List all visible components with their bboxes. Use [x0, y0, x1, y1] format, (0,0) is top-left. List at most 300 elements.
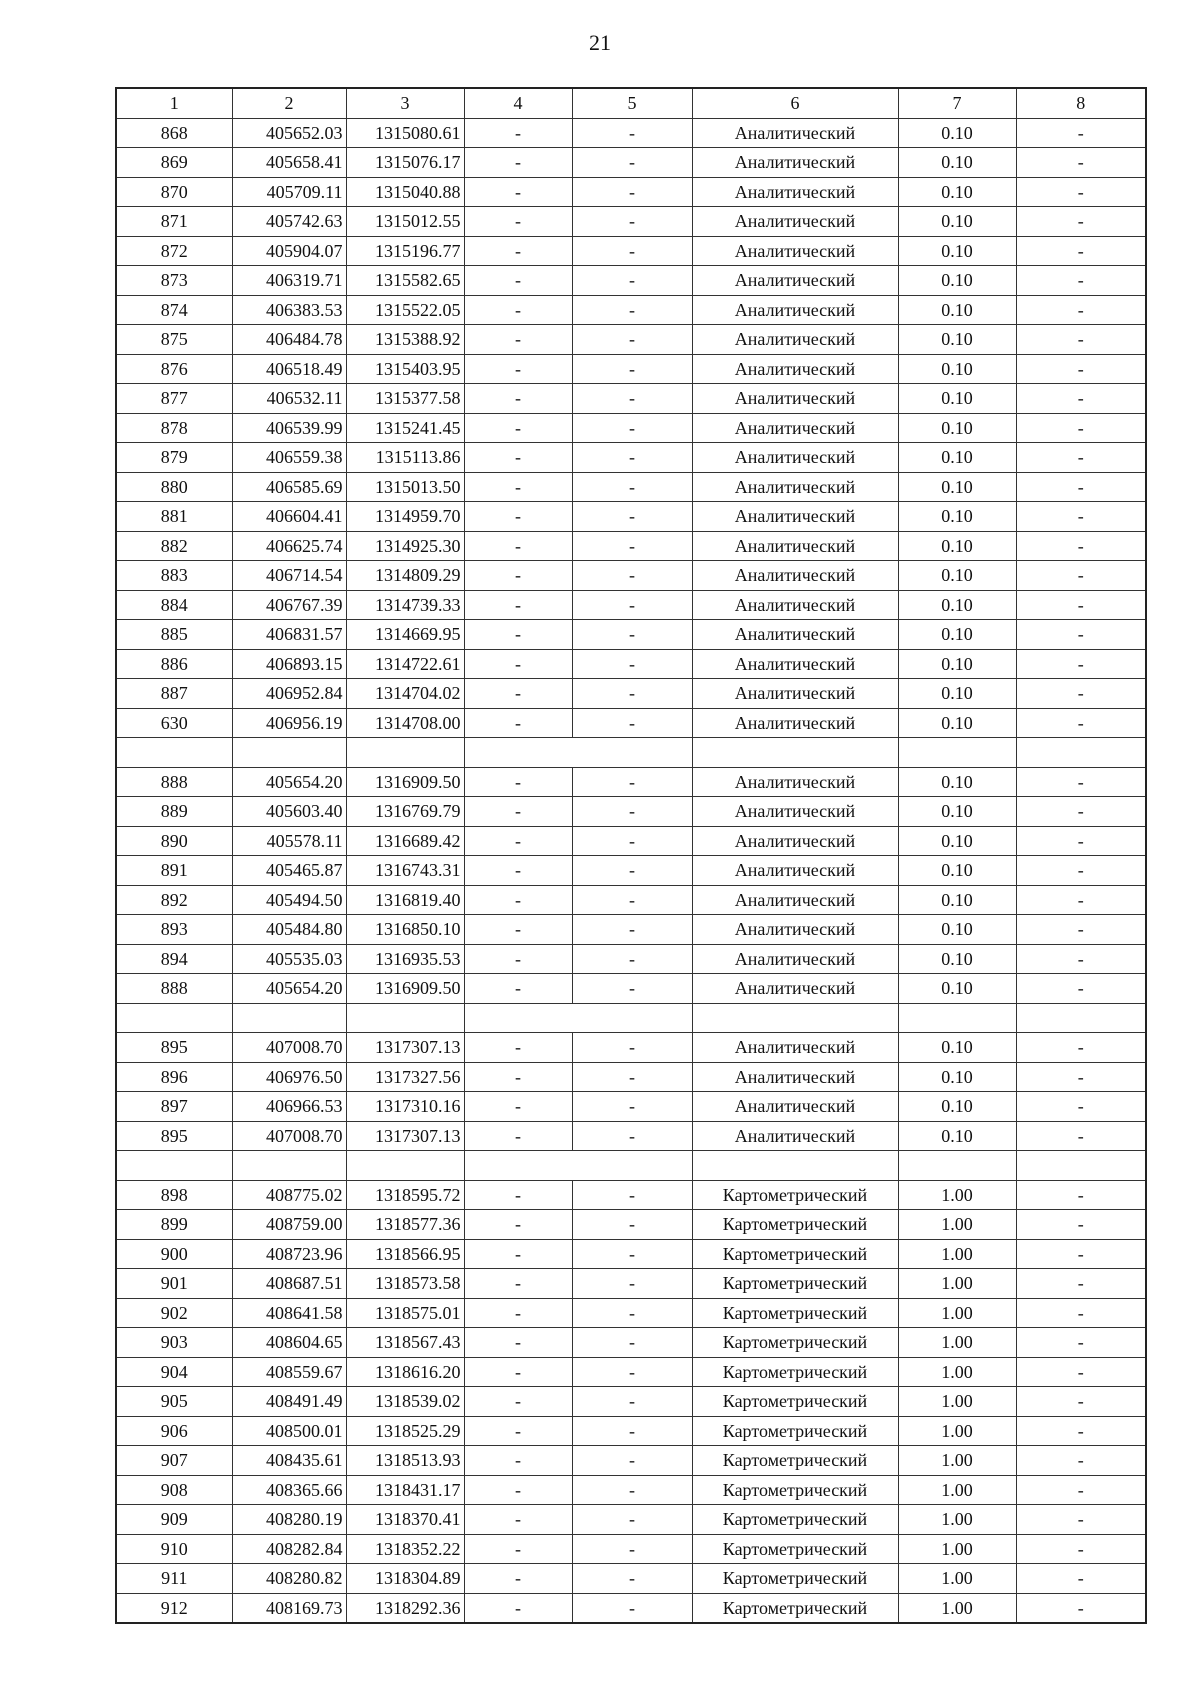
cell-col-8: -: [1016, 590, 1146, 620]
cell-point-number: 898: [116, 1180, 232, 1210]
cell-method: Аналитический: [692, 177, 898, 207]
cell-method: Аналитический: [692, 944, 898, 974]
table-row: [116, 1387, 1146, 1417]
table-row: [116, 1357, 1146, 1387]
column-header-7: 7: [898, 88, 1016, 118]
cell-col-4: -: [464, 590, 572, 620]
cell-y-coordinate: 1318513.93: [346, 1446, 464, 1476]
cell-point-number: 877: [116, 384, 232, 414]
cell-col-4: -: [464, 148, 572, 178]
cell-method: Картометрический: [692, 1446, 898, 1476]
cell-y-coordinate: 1317307.13: [346, 1121, 464, 1151]
cell-col-5: -: [572, 1092, 692, 1122]
cell-y-coordinate: 1314925.30: [346, 531, 464, 561]
cell-x-coordinate: 406532.11: [232, 384, 346, 414]
cell-point-number: 904: [116, 1357, 232, 1387]
table-row: [116, 590, 1146, 620]
cell-col-8: -: [1016, 177, 1146, 207]
cell-x-coordinate: 406585.69: [232, 472, 346, 502]
table-row: [116, 1446, 1146, 1476]
cell-y-coordinate: 1318352.22: [346, 1534, 464, 1564]
cell-x-coordinate: 406604.41: [232, 502, 346, 532]
cell-col-8: -: [1016, 856, 1146, 886]
table-row: [116, 1033, 1146, 1063]
cell-col-4: -: [464, 1298, 572, 1328]
blank-cell: [1016, 738, 1146, 768]
cell-method: Аналитический: [692, 384, 898, 414]
cell-col-5: -: [572, 354, 692, 384]
cell-x-coordinate: 406831.57: [232, 620, 346, 650]
cell-x-coordinate: 405904.07: [232, 236, 346, 266]
cell-point-number: 873: [116, 266, 232, 296]
cell-x-coordinate: 406966.53: [232, 1092, 346, 1122]
table-row: [116, 1180, 1146, 1210]
cell-col-8: -: [1016, 1416, 1146, 1446]
cell-x-coordinate: 408687.51: [232, 1269, 346, 1299]
cell-col-8: -: [1016, 974, 1146, 1004]
cell-precision: 1.00: [898, 1387, 1016, 1417]
cell-x-coordinate: 405465.87: [232, 856, 346, 886]
cell-col-4: -: [464, 502, 572, 532]
cell-method: Аналитический: [692, 118, 898, 148]
cell-y-coordinate: 1315080.61: [346, 118, 464, 148]
cell-x-coordinate: 405578.11: [232, 826, 346, 856]
cell-method: Аналитический: [692, 472, 898, 502]
cell-method: Картометрический: [692, 1534, 898, 1564]
cell-col-5: -: [572, 1180, 692, 1210]
column-header-8: 8: [1016, 88, 1146, 118]
cell-precision: 0.10: [898, 944, 1016, 974]
table-row: [116, 1475, 1146, 1505]
blank-cell: [116, 1003, 232, 1033]
cell-col-5: -: [572, 177, 692, 207]
cell-precision: 0.10: [898, 531, 1016, 561]
cell-point-number: 896: [116, 1062, 232, 1092]
cell-point-number: 890: [116, 826, 232, 856]
cell-precision: 0.10: [898, 472, 1016, 502]
cell-point-number: 884: [116, 590, 232, 620]
cell-point-number: 882: [116, 531, 232, 561]
column-header-6: 6: [692, 88, 898, 118]
table-body: [116, 118, 1146, 1623]
cell-col-5: -: [572, 1062, 692, 1092]
cell-precision: 0.10: [898, 708, 1016, 738]
cell-precision: 0.10: [898, 915, 1016, 945]
cell-col-4: -: [464, 443, 572, 473]
blank-cell: [692, 1151, 898, 1181]
cell-method: Аналитический: [692, 413, 898, 443]
cell-method: Аналитический: [692, 561, 898, 591]
cell-x-coordinate: 408641.58: [232, 1298, 346, 1328]
cell-y-coordinate: 1317310.16: [346, 1092, 464, 1122]
cell-col-4: -: [464, 1328, 572, 1358]
cell-col-5: -: [572, 1239, 692, 1269]
table-row: [116, 236, 1146, 266]
cell-col-4: -: [464, 1239, 572, 1269]
cell-col-8: -: [1016, 1033, 1146, 1063]
cell-precision: 1.00: [898, 1328, 1016, 1358]
cell-point-number: 885: [116, 620, 232, 650]
cell-col-8: -: [1016, 797, 1146, 827]
cell-col-4: -: [464, 944, 572, 974]
cell-col-4: -: [464, 325, 572, 355]
cell-x-coordinate: 405484.80: [232, 915, 346, 945]
cell-x-coordinate: 408435.61: [232, 1446, 346, 1476]
cell-col-8: -: [1016, 1180, 1146, 1210]
cell-point-number: 909: [116, 1505, 232, 1535]
cell-col-4: -: [464, 472, 572, 502]
cell-point-number: 905: [116, 1387, 232, 1417]
cell-precision: 1.00: [898, 1357, 1016, 1387]
cell-method: Аналитический: [692, 1092, 898, 1122]
cell-y-coordinate: 1318292.36: [346, 1593, 464, 1623]
cell-x-coordinate: 405603.40: [232, 797, 346, 827]
cell-method: Картометрический: [692, 1416, 898, 1446]
cell-precision: 0.10: [898, 1092, 1016, 1122]
cell-method: Картометрический: [692, 1298, 898, 1328]
cell-col-5: -: [572, 1564, 692, 1594]
cell-precision: 0.10: [898, 620, 1016, 650]
table-row: [116, 944, 1146, 974]
cell-col-8: -: [1016, 1239, 1146, 1269]
cell-precision: 1.00: [898, 1505, 1016, 1535]
cell-method: Картометрический: [692, 1564, 898, 1594]
cell-col-4: -: [464, 177, 572, 207]
cell-col-8: -: [1016, 679, 1146, 709]
table-row: [116, 118, 1146, 148]
cell-method: Аналитический: [692, 354, 898, 384]
cell-x-coordinate: 406484.78: [232, 325, 346, 355]
cell-precision: 1.00: [898, 1564, 1016, 1594]
table-row: [116, 1269, 1146, 1299]
cell-y-coordinate: 1318525.29: [346, 1416, 464, 1446]
cell-y-coordinate: 1315582.65: [346, 266, 464, 296]
cell-col-5: -: [572, 207, 692, 237]
cell-col-8: -: [1016, 885, 1146, 915]
table-row: [116, 325, 1146, 355]
cell-col-5: -: [572, 590, 692, 620]
cell-col-4: -: [464, 413, 572, 443]
cell-point-number: 893: [116, 915, 232, 945]
cell-precision: 0.10: [898, 561, 1016, 591]
cell-x-coordinate: 408604.65: [232, 1328, 346, 1358]
cell-col-8: -: [1016, 1534, 1146, 1564]
cell-y-coordinate: 1315040.88: [346, 177, 464, 207]
cell-point-number: 888: [116, 767, 232, 797]
table-header-row: [116, 88, 1146, 118]
cell-precision: 1.00: [898, 1534, 1016, 1564]
cell-point-number: 868: [116, 118, 232, 148]
cell-x-coordinate: 408280.82: [232, 1564, 346, 1594]
cell-y-coordinate: 1318577.36: [346, 1210, 464, 1240]
cell-col-8: -: [1016, 1505, 1146, 1535]
cell-col-8: -: [1016, 944, 1146, 974]
cell-method: Аналитический: [692, 797, 898, 827]
cell-y-coordinate: 1315241.45: [346, 413, 464, 443]
cell-precision: 0.10: [898, 1033, 1016, 1063]
page-number: 21: [589, 30, 611, 55]
cell-x-coordinate: 406956.19: [232, 708, 346, 738]
cell-col-8: -: [1016, 443, 1146, 473]
cell-method: Картометрический: [692, 1593, 898, 1623]
cell-col-8: -: [1016, 266, 1146, 296]
cell-col-5: -: [572, 708, 692, 738]
cell-method: Аналитический: [692, 207, 898, 237]
cell-x-coordinate: 408559.67: [232, 1357, 346, 1387]
cell-col-5: -: [572, 266, 692, 296]
cell-y-coordinate: 1316743.31: [346, 856, 464, 886]
cell-col-5: -: [572, 1210, 692, 1240]
cell-x-coordinate: 408169.73: [232, 1593, 346, 1623]
blank-cell: [898, 1003, 1016, 1033]
cell-col-4: -: [464, 1446, 572, 1476]
cell-x-coordinate: 405652.03: [232, 118, 346, 148]
cell-precision: 0.10: [898, 797, 1016, 827]
cell-y-coordinate: 1317327.56: [346, 1062, 464, 1092]
cell-col-4: -: [464, 1033, 572, 1063]
cell-precision: 1.00: [898, 1269, 1016, 1299]
cell-y-coordinate: 1316909.50: [346, 767, 464, 797]
cell-point-number: 875: [116, 325, 232, 355]
column-header-5: 5: [572, 88, 692, 118]
cell-x-coordinate: 406976.50: [232, 1062, 346, 1092]
cell-y-coordinate: 1318539.02: [346, 1387, 464, 1417]
cell-precision: 1.00: [898, 1475, 1016, 1505]
cell-method: Картометрический: [692, 1180, 898, 1210]
cell-col-4: -: [464, 767, 572, 797]
cell-col-4: -: [464, 1092, 572, 1122]
blank-cell: [346, 1151, 464, 1181]
cell-method: Картометрический: [692, 1357, 898, 1387]
cell-method: Аналитический: [692, 974, 898, 1004]
column-header-4: 4: [464, 88, 572, 118]
cell-x-coordinate: 408280.19: [232, 1505, 346, 1535]
blank-cell: [116, 738, 232, 768]
cell-x-coordinate: 405654.20: [232, 767, 346, 797]
cell-method: Аналитический: [692, 266, 898, 296]
blank-cell: [898, 1151, 1016, 1181]
cell-col-4: -: [464, 856, 572, 886]
cell-col-5: -: [572, 944, 692, 974]
cell-method: Аналитический: [692, 620, 898, 650]
cell-col-4: -: [464, 1416, 572, 1446]
cell-y-coordinate: 1314809.29: [346, 561, 464, 591]
blank-cell: [232, 1003, 346, 1033]
cell-point-number: 881: [116, 502, 232, 532]
cell-method: Аналитический: [692, 915, 898, 945]
cell-y-coordinate: 1316819.40: [346, 885, 464, 915]
cell-point-number: 901: [116, 1269, 232, 1299]
blank-cell: [116, 1151, 232, 1181]
cell-y-coordinate: 1315403.95: [346, 354, 464, 384]
cell-precision: 0.10: [898, 885, 1016, 915]
cell-y-coordinate: 1318573.58: [346, 1269, 464, 1299]
cell-col-8: -: [1016, 148, 1146, 178]
cell-method: Аналитический: [692, 236, 898, 266]
cell-y-coordinate: 1316909.50: [346, 974, 464, 1004]
cell-method: Картометрический: [692, 1328, 898, 1358]
cell-point-number: 876: [116, 354, 232, 384]
cell-precision: 0.10: [898, 502, 1016, 532]
cell-precision: 0.10: [898, 236, 1016, 266]
table-row: [116, 649, 1146, 679]
cell-col-5: -: [572, 649, 692, 679]
cell-col-5: -: [572, 1593, 692, 1623]
cell-method: Аналитический: [692, 767, 898, 797]
cell-point-number: 912: [116, 1593, 232, 1623]
cell-point-number: 869: [116, 148, 232, 178]
cell-col-5: -: [572, 325, 692, 355]
cell-method: Аналитический: [692, 325, 898, 355]
blank-cell: [346, 1003, 464, 1033]
cell-col-8: -: [1016, 1210, 1146, 1240]
cell-col-5: -: [572, 1269, 692, 1299]
cell-point-number: 906: [116, 1416, 232, 1446]
cell-col-4: -: [464, 295, 572, 325]
blank-cell: [464, 1151, 692, 1181]
table-row: [116, 679, 1146, 709]
cell-y-coordinate: 1315388.92: [346, 325, 464, 355]
cell-col-4: -: [464, 531, 572, 561]
cell-precision: 0.10: [898, 354, 1016, 384]
table-row: [116, 295, 1146, 325]
cell-col-5: -: [572, 502, 692, 532]
table-row: [116, 856, 1146, 886]
cell-x-coordinate: 405742.63: [232, 207, 346, 237]
cell-method: Картометрический: [692, 1239, 898, 1269]
cell-precision: 1.00: [898, 1210, 1016, 1240]
cell-point-number: 899: [116, 1210, 232, 1240]
cell-col-4: -: [464, 1062, 572, 1092]
cell-precision: 0.10: [898, 590, 1016, 620]
cell-col-8: -: [1016, 354, 1146, 384]
cell-method: Аналитический: [692, 856, 898, 886]
cell-x-coordinate: 408365.66: [232, 1475, 346, 1505]
cell-col-4: -: [464, 1269, 572, 1299]
cell-x-coordinate: 405654.20: [232, 974, 346, 1004]
cell-col-4: -: [464, 1534, 572, 1564]
cell-method: Аналитический: [692, 590, 898, 620]
cell-x-coordinate: 407008.70: [232, 1121, 346, 1151]
cell-col-8: -: [1016, 118, 1146, 148]
cell-col-8: -: [1016, 1298, 1146, 1328]
cell-point-number: 889: [116, 797, 232, 827]
cell-x-coordinate: 407008.70: [232, 1033, 346, 1063]
table-row: [116, 384, 1146, 414]
cell-y-coordinate: 1315012.55: [346, 207, 464, 237]
cell-precision: 0.10: [898, 974, 1016, 1004]
cell-col-5: -: [572, 413, 692, 443]
table-row: [116, 531, 1146, 561]
table-row: [116, 1298, 1146, 1328]
cell-precision: 0.10: [898, 207, 1016, 237]
cell-col-8: -: [1016, 561, 1146, 591]
cell-col-4: -: [464, 649, 572, 679]
cell-col-4: -: [464, 207, 572, 237]
cell-col-5: -: [572, 236, 692, 266]
cell-method: Аналитический: [692, 531, 898, 561]
table-row: [116, 1593, 1146, 1623]
cell-col-5: -: [572, 1298, 692, 1328]
table-row: [116, 708, 1146, 738]
cell-x-coordinate: 408282.84: [232, 1534, 346, 1564]
table-row: [116, 1121, 1146, 1151]
table-separator-row: [116, 738, 1146, 768]
table-row: [116, 502, 1146, 532]
cell-col-4: -: [464, 1357, 572, 1387]
cell-precision: 1.00: [898, 1446, 1016, 1476]
cell-y-coordinate: 1318595.72: [346, 1180, 464, 1210]
cell-col-5: -: [572, 443, 692, 473]
cell-point-number: 880: [116, 472, 232, 502]
cell-method: Аналитический: [692, 1121, 898, 1151]
cell-col-8: -: [1016, 767, 1146, 797]
table-row: [116, 266, 1146, 296]
cell-col-5: -: [572, 1387, 692, 1417]
cell-col-5: -: [572, 384, 692, 414]
blank-cell: [1016, 1003, 1146, 1033]
cell-method: Аналитический: [692, 295, 898, 325]
cell-point-number: 888: [116, 974, 232, 1004]
cell-method: Аналитический: [692, 679, 898, 709]
cell-x-coordinate: 408491.49: [232, 1387, 346, 1417]
cell-precision: 0.10: [898, 679, 1016, 709]
cell-x-coordinate: 406383.53: [232, 295, 346, 325]
cell-point-number: 907: [116, 1446, 232, 1476]
cell-col-8: -: [1016, 236, 1146, 266]
cell-col-8: -: [1016, 325, 1146, 355]
cell-col-4: -: [464, 1210, 572, 1240]
blank-cell: [692, 1003, 898, 1033]
cell-precision: 0.10: [898, 325, 1016, 355]
cell-col-8: -: [1016, 1593, 1146, 1623]
cell-y-coordinate: 1316935.53: [346, 944, 464, 974]
cell-col-8: -: [1016, 1475, 1146, 1505]
cell-col-5: -: [572, 679, 692, 709]
table-row: [116, 443, 1146, 473]
table-row: [116, 767, 1146, 797]
cell-col-5: -: [572, 295, 692, 325]
cell-col-5: -: [572, 1033, 692, 1063]
cell-y-coordinate: 1314669.95: [346, 620, 464, 650]
cell-col-8: -: [1016, 1121, 1146, 1151]
cell-method: Аналитический: [692, 148, 898, 178]
cell-point-number: 871: [116, 207, 232, 237]
cell-col-4: -: [464, 1593, 572, 1623]
cell-col-4: -: [464, 236, 572, 266]
cell-col-5: -: [572, 118, 692, 148]
cell-method: Картометрический: [692, 1475, 898, 1505]
cell-method: Аналитический: [692, 885, 898, 915]
cell-col-8: -: [1016, 708, 1146, 738]
cell-x-coordinate: 405658.41: [232, 148, 346, 178]
cell-precision: 0.10: [898, 266, 1016, 296]
cell-col-4: -: [464, 974, 572, 1004]
cell-precision: 1.00: [898, 1239, 1016, 1269]
cell-y-coordinate: 1318566.95: [346, 1239, 464, 1269]
cell-x-coordinate: 406714.54: [232, 561, 346, 591]
cell-point-number: 911: [116, 1564, 232, 1594]
cell-col-8: -: [1016, 472, 1146, 502]
cell-col-8: -: [1016, 1387, 1146, 1417]
cell-col-5: -: [572, 1505, 692, 1535]
cell-precision: 0.10: [898, 856, 1016, 886]
cell-y-coordinate: 1318370.41: [346, 1505, 464, 1535]
cell-point-number: 870: [116, 177, 232, 207]
table-row: [116, 354, 1146, 384]
cell-col-8: -: [1016, 915, 1146, 945]
cell-col-4: -: [464, 797, 572, 827]
